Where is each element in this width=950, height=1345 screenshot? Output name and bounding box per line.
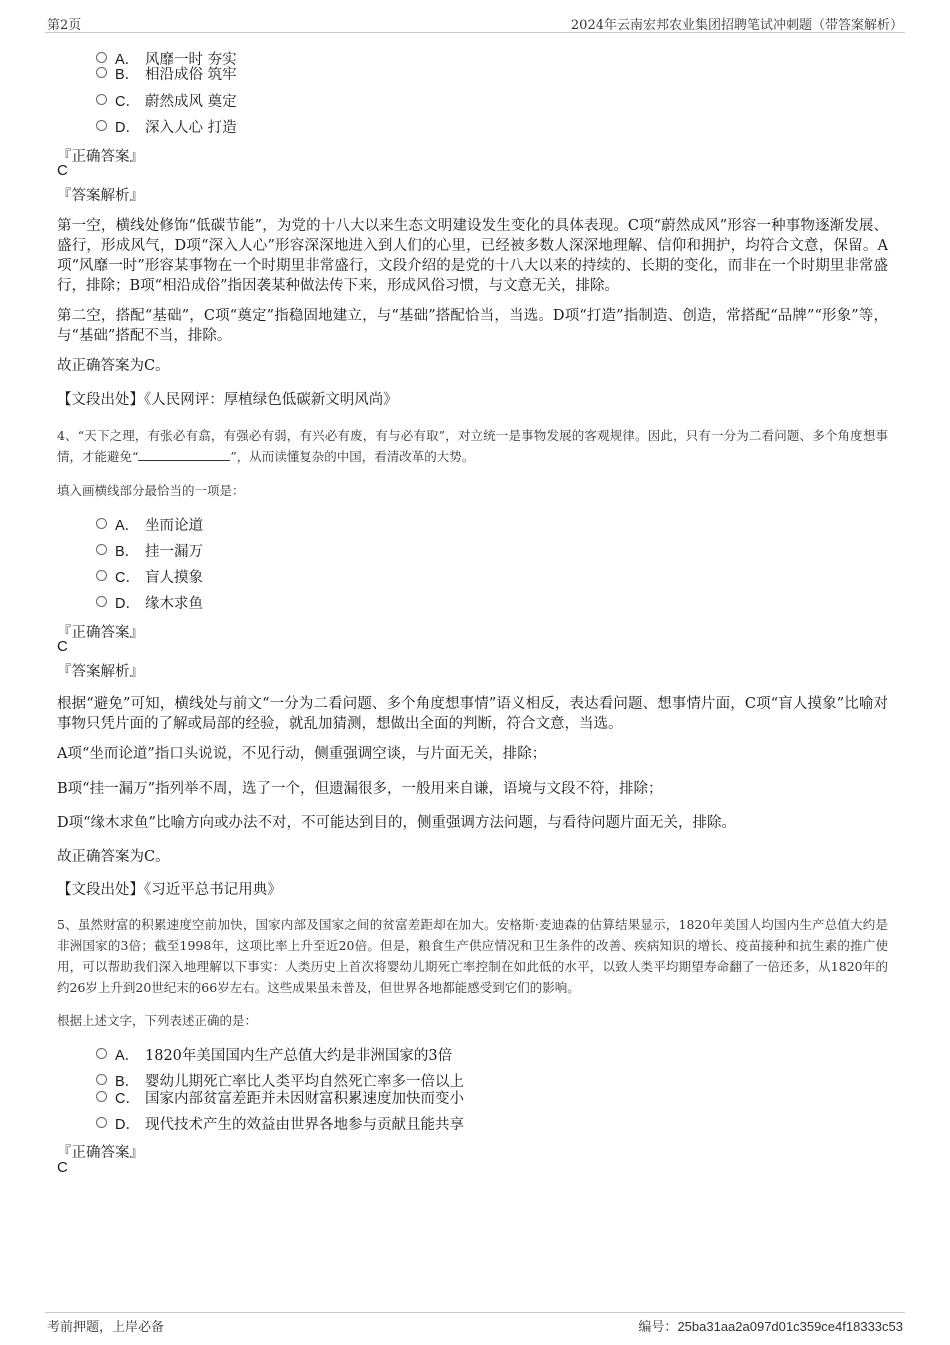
document-title: 2024年云南宏邦农业集团招聘笔试冲刺题（带答案解析） — [570, 18, 903, 33]
page-number: 第2页 — [47, 18, 82, 33]
question-prompt: 根据上述文字，下列表述正确的是： — [57, 1013, 258, 1028]
radio-icon[interactable] — [96, 544, 107, 555]
q3-option-a[interactable]: A． 风靡一时 夯实 — [96, 48, 237, 68]
radio-icon[interactable] — [96, 1048, 107, 1059]
analysis-paragraph: 故正确答案为C。 — [57, 358, 170, 374]
analysis-paragraph: B项“挂一漏万”指列举不周，选了一个，但遗漏很多，一般用来自谦，语境与文段不符，排除； — [57, 781, 663, 797]
q5-option-b[interactable]: B． 婴幼儿期死亡率比人类平均自然死亡率多一倍以上 — [96, 1070, 464, 1090]
q5-option-c[interactable]: C． 国家内部贫富差距并未因财富积累速度加快而变小 — [96, 1087, 464, 1107]
radio-icon[interactable] — [96, 1117, 107, 1128]
source-citation: 【文段出处】《人民网评：厚植绿色低碳新文明风尚》 — [57, 392, 398, 408]
answer-label: 『正确答案』 — [57, 625, 144, 641]
answer-label: 『正确答案』 — [57, 1145, 144, 1161]
q3-option-d[interactable]: D． 深入人心 打造 — [96, 116, 237, 136]
radio-icon[interactable] — [96, 94, 107, 105]
analysis-paragraph: 故正确答案为C。 — [57, 849, 170, 865]
radio-icon[interactable] — [96, 1074, 107, 1085]
q4-option-b[interactable]: B． 挂一漏万 — [96, 540, 203, 560]
q4-option-a[interactable]: A． 坐而论道 — [96, 514, 203, 534]
answer-value: C — [57, 1159, 68, 1176]
answer-value: C — [57, 638, 68, 655]
question-stem: 4、“天下之理，有张必有翕，有强必有弱，有兴必有废，有与必有取”，对立统一是事物发展的客观规律。因此，只有一分为二看问题、多个角度想事情，才能避免“ ”，从而读懂复杂的中国，看清改革的大势。 — [57, 428, 888, 464]
answer-value: C — [57, 162, 68, 179]
analysis-label: 『答案解析』 — [57, 188, 144, 204]
page-header — [45, 12, 905, 33]
q5-option-a[interactable]: A． 1820年美国国内生产总值大约是非洲国家的3倍 — [96, 1044, 452, 1064]
q5-option-d[interactable]: D． 现代技术产生的效益由世界各地参与贡献且能共享 — [96, 1113, 464, 1133]
analysis-paragraph: 第二空，搭配“基础”，C项“奠定”指稳固地建立，与“基础”搭配恰当，当选。D项“打造”指制造、创造，常搭配“品牌”“形象”等，与“基础”搭配不当，排除。 — [57, 308, 888, 344]
document-code: 编号：25ba31aa2a097d01c359ce4f18333c53 — [638, 1319, 903, 1335]
radio-icon[interactable] — [96, 120, 107, 131]
analysis-paragraph: 根据“避免”可知，横线处与前文“一分为二看问题、多个角度想事情”语义相反，表达看问题、想事情片面，C项“盲人摸象”比喻对事物只凭片面的了解或局部的经验，就乱加猜测，想做出全面的判断，符合文意，当选。 — [57, 696, 888, 732]
analysis-paragraph: D项“缘木求鱼”比喻方向或办法不对，不可能达到目的，侧重强调方法问题，与看待问题片面无关，排除。 — [57, 815, 736, 831]
radio-icon[interactable] — [96, 596, 107, 607]
source-citation: 【文段出处】《习近平总书记用典》 — [57, 882, 282, 898]
analysis-paragraph: 第一空，横线处修饰“低碳节能”，为党的十八大以来生态文明建设发生变化的具体表现。C项“蔚然成风”形容一种事物逐渐发展、盛行，形成风气，D项“深入人心”形容深深地进入到人们的心里，已经被多数人深深地理解、信仰和拥护，均符合文意，保留。A项“风靡一时”形容某事物在一个时期里非常盛行，文段介绍的是党的十八大以来的持续的、长期的变化，而非在一个时期里非常盛行，排除；B项“相沿成俗”指因袭某种做法传下来，形成风俗习惯，与文意无关，排除。 — [57, 218, 888, 294]
analysis-paragraph: A项“坐而论道”指口头说说，不见行动，侧重强调空谈，与片面无关，排除； — [57, 746, 547, 762]
radio-icon[interactable] — [96, 570, 107, 581]
radio-icon[interactable] — [96, 52, 107, 63]
fill-blank — [138, 447, 230, 461]
footer-slogan: 考前押题，上岸必备 — [47, 1320, 165, 1335]
q3-option-b[interactable]: B． 相沿成俗 筑牢 — [96, 63, 237, 83]
question-prompt: 填入画横线部分最恰当的一项是： — [57, 483, 245, 498]
answer-label: 『正确答案』 — [57, 149, 144, 165]
q4-option-d[interactable]: D． 缘木求鱼 — [96, 592, 203, 612]
radio-icon[interactable] — [96, 1091, 107, 1102]
radio-icon[interactable] — [96, 518, 107, 529]
page-footer — [45, 1312, 905, 1335]
radio-icon[interactable] — [96, 67, 107, 78]
analysis-label: 『答案解析』 — [57, 664, 144, 680]
q4-option-c[interactable]: C． 盲人摸象 — [96, 566, 203, 586]
question-stem: 5、虽然财富的积累速度空前加快，国家内部及国家之间的贫富差距却在加大。安格斯·麦迪森的估算结果显示，1820年美国人均国内生产总值大约是非洲国家的3倍；截至1998年，这项比率上升至近20倍。但是，粮食生产供应情况和卫生条件的改善、疾病知识的增长、疫苗接种和抗生素的推广使用，可以帮助我们深入地理解以下事实：人类历史上首次将婴幼儿期死亡率控制在如此低的水平，以致人类平均期望寿命翻了一倍还多，从1820年的约26岁上升到20世纪末的66岁左右。这些成果虽未普及，但世界各地都能感受到它们的影响。 — [57, 917, 888, 995]
q3-option-c[interactable]: C． 蔚然成风 奠定 — [96, 90, 237, 110]
